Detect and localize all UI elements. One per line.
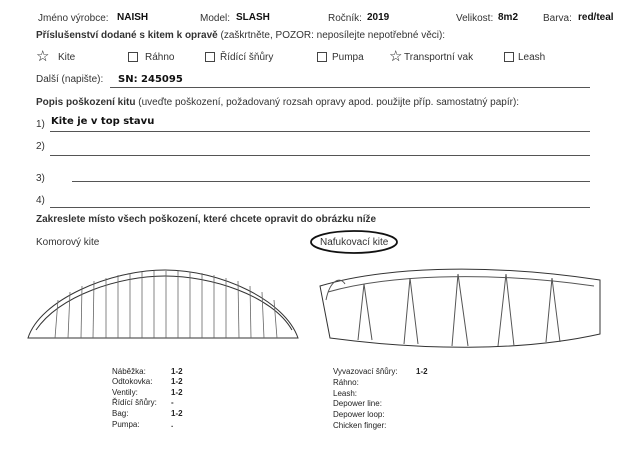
star-check-icon[interactable]: ☆ [389,48,403,65]
repair-leash-label: Leash: [333,389,358,398]
repair-nabezka-value: 1-2 [171,367,183,376]
accessory-kite-label: Kite [58,52,76,63]
accessories-title-rest: (zaškrtněte, POZOR: neposílejte nepotřebné věci): [217,30,446,41]
repair-ventily-label: Ventily: [112,388,138,397]
repair-ridici-snury-value: - [171,398,174,407]
maker-label: Jméno výrobce: [38,13,109,24]
accessory-ridici-snury-label: Řídící šňůry [220,52,274,63]
year-value: 2019 [367,12,390,23]
accessory-transportni-vak-label: Transportní vak [404,52,474,63]
drawing-title: Zakreslete místo všech poškození, které chcete opravit do obrázku níže [36,214,377,225]
star-check-icon[interactable]: ☆ [36,48,50,65]
repair-bag-label: Bag: [112,409,129,418]
repair-odtokovka-value: 1-2 [171,377,183,386]
repair-pumpa-label: Pumpa: [112,420,140,429]
other-value: SN: 245095 [118,74,183,85]
damage-row-4-num: 4) [36,195,45,206]
inflatable-kite-label: Nafukovací kite [320,237,389,248]
color-value: red/teal [578,12,614,23]
accessory-leash-label: Leash [518,52,546,63]
repair-vyvazovaci-snury-label: Vyvazovací šňůry: [333,367,398,376]
accessory-rahno-label: Ráhno [145,52,175,63]
damage-title-rest: (uveďte poškození, požadovaný rozsah opravy apod. použijte příp. samostatný papír): [135,97,520,108]
color-label: Barva: [543,13,572,24]
foil-kite-outline [28,270,298,338]
damage-row-1-text[interactable]: Kite je v top stavu [51,116,155,127]
repair-odtokovka-label: Odtokovka: [112,377,153,386]
repair-depower-line-label: Depower line: [333,399,382,408]
damage-row-3-num: 3) [36,173,45,184]
repair-depower-loop-label: Depower loop: [333,410,385,419]
accessories-title-bold: Příslušenství dodané s kitem k opravě [36,30,218,41]
year-label: Ročník: [328,13,362,24]
repair-vyvazovaci-snury-value: 1-2 [416,367,428,376]
model-value: SLASH [236,12,270,23]
size-value: 8m2 [498,12,519,23]
damage-row-2-num: 2) [36,141,45,152]
other-label: Další (napište): [36,74,104,85]
repair-pumpa-value: . [171,420,174,429]
highlight-ellipse [311,231,397,253]
foil-kite-label: Komorový kite [36,237,100,248]
damage-row-1-num: 1) [36,119,45,130]
repair-bag-value: 1-2 [171,409,183,418]
maker-value: NAISH [117,12,149,23]
model-label: Model: [200,13,231,24]
inflatable-kite-outline [320,269,600,347]
accessory-pumpa-label: Pumpa [332,52,364,63]
repair-ventily-value: 1-2 [171,388,183,397]
repair-ridici-snury-label: Řídící šňůry: [112,398,157,407]
damage-title-bold: Popis poškození kitu [36,97,136,108]
size-label: Velikost: [456,13,494,24]
repair-rahno-label: Ráhno: [333,378,359,387]
repair-chicken-finger-label: Chicken finger: [333,421,387,430]
repair-nabezka-label: Náběžka: [112,367,146,376]
